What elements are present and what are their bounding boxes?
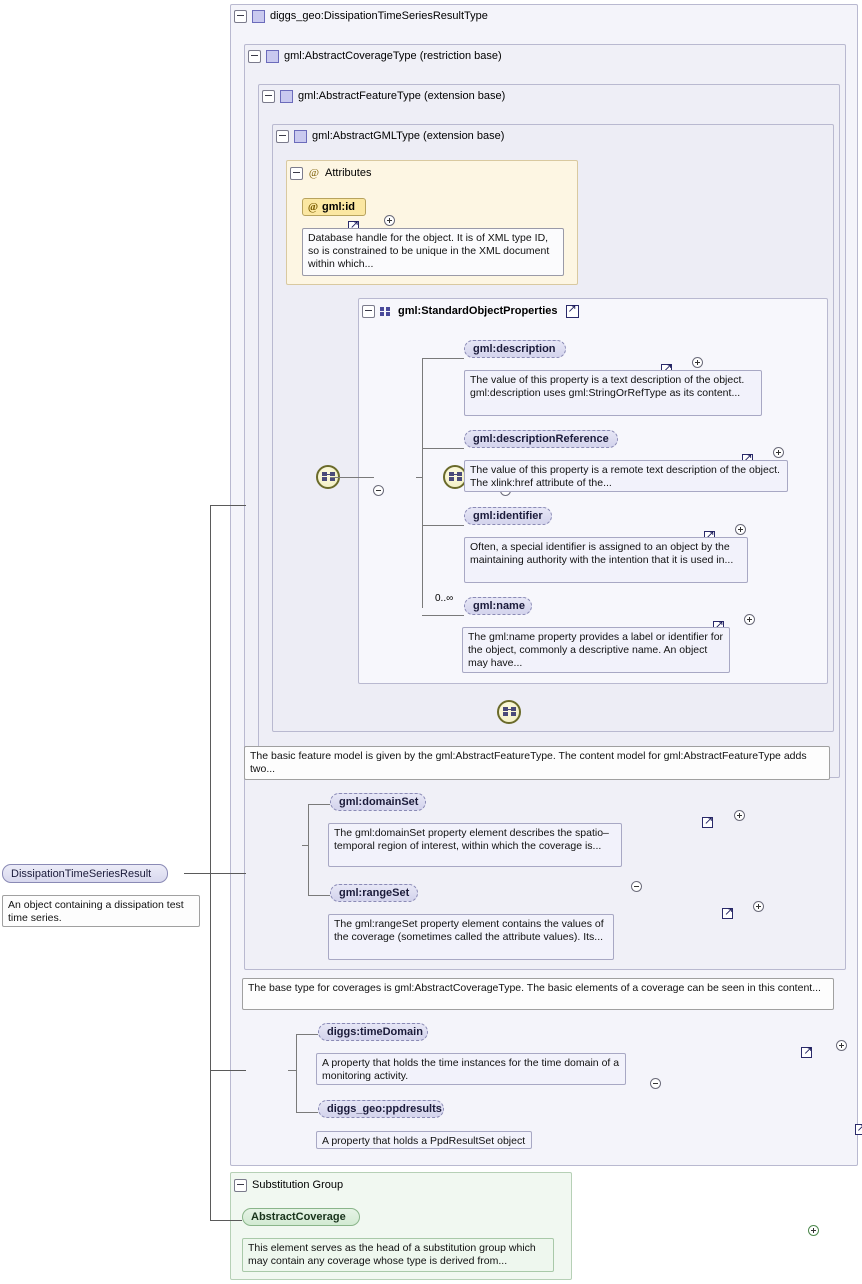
- doc-gml-rangeset: The gml:rangeSet property element contains the values of the coverage (sometimes called the attribute values). Its...: [328, 914, 614, 960]
- connector: [422, 525, 464, 526]
- element-label: gml:rangeSet: [339, 887, 410, 899]
- connector: [210, 505, 246, 506]
- collapse-toggle-coverage[interactable]: [248, 50, 261, 63]
- root-element-label: DissipationTimeSeriesResult: [11, 867, 152, 880]
- element-abstractcoverage[interactable]: [242, 1208, 360, 1226]
- connector: [210, 1071, 211, 1221]
- root-element-dissipationtimeseriesresult[interactable]: [2, 864, 168, 883]
- connector: [288, 1070, 296, 1071]
- frame-header-abstract-gml-type: [276, 128, 504, 144]
- collapse-toggle-gmltype[interactable]: [276, 130, 289, 143]
- attribute-label: gml:id: [322, 201, 355, 213]
- element-label: AbstractCoverage: [251, 1211, 346, 1223]
- element-label: diggs:timeDomain: [327, 1026, 423, 1038]
- connector: [296, 1034, 297, 1113]
- connector: [210, 505, 211, 873]
- doc-gml-description: The value of this property is a text description of the object. gml:description uses gml:StringOrRefType as its content...: [464, 370, 762, 416]
- doc-diggs-geo-ppdresults: A property that holds a PpdResultSet object: [316, 1131, 532, 1149]
- sequence-compositor-feature[interactable]: [497, 700, 521, 724]
- expand-gml-descriptionreference[interactable]: [773, 447, 784, 458]
- attribute-node-gml-id[interactable]: [302, 198, 366, 216]
- frame-header-standard-object-properties: [362, 303, 579, 319]
- model-group-icon: [380, 306, 393, 317]
- doc-abstractcoverage: This element serves as the head of a substitution group which may contain any coverage whose type is derived from...: [242, 1238, 554, 1272]
- doc-gml-identifier: Often, a special identifier is assigned to an object by the maintaining authority with the intention that it is used in...: [464, 537, 748, 583]
- element-label: gml:domainSet: [339, 796, 419, 808]
- expand-abstractcoverage[interactable]: [808, 1225, 819, 1236]
- expand-attribute-gml-id[interactable]: [384, 215, 395, 226]
- expand-gml-identifier[interactable]: [735, 524, 746, 535]
- element-gml-description[interactable]: [464, 340, 566, 358]
- attribute-icon: @: [307, 201, 319, 213]
- frame-title-feature: gml:AbstractFeatureType (extension base): [298, 90, 506, 102]
- connector: [210, 1070, 246, 1071]
- connector: [422, 615, 464, 616]
- connector: [296, 1034, 318, 1035]
- element-label: gml:identifier: [473, 510, 543, 522]
- connector: [422, 358, 464, 359]
- note-abstract-feature-type: The basic feature model is given by the gml:AbstractFeatureType. The content model for gml:AbstractFeatureType adds two...: [244, 746, 830, 780]
- expand-diggs-timedomain[interactable]: [836, 1040, 847, 1051]
- attribute-icon: @: [308, 167, 320, 179]
- link-arrow-icon[interactable]: [566, 305, 579, 318]
- frame-title-type: diggs_geo:DissipationTimeSeriesResultType: [270, 10, 488, 22]
- frame-title-gmltype: gml:AbstractGMLType (extension base): [312, 130, 505, 142]
- connector: [330, 477, 374, 478]
- frame-header-abstract-coverage-type: [248, 48, 502, 64]
- collapse-root-element[interactable]: [631, 881, 642, 892]
- connector: [210, 873, 211, 1071]
- note-abstract-coverage-type: The base type for coverages is gml:AbstractCoverageType. The basic elements of a coverage can be seen in this content...: [242, 978, 834, 1010]
- connector: [308, 804, 309, 896]
- frame-title-coverage: gml:AbstractCoverageType (restriction base): [284, 50, 502, 62]
- connector: [308, 804, 330, 805]
- element-diggs-timedomain[interactable]: [318, 1023, 428, 1041]
- link-arrow-icon[interactable]: [722, 908, 733, 919]
- connector: [302, 845, 308, 846]
- collapse-toggle-stdprops[interactable]: [362, 305, 375, 318]
- element-label: diggs_geo:ppdresults: [327, 1103, 442, 1115]
- frame-header-dissipation-type: [234, 8, 488, 24]
- link-arrow-icon[interactable]: [855, 1124, 862, 1135]
- frame-title-attributes: Attributes: [325, 167, 372, 179]
- element-label: gml:name: [473, 600, 525, 612]
- attribute-doc-gml-id: Database handle for the object. It is of XML type ID, so is constrained to be unique in the XML document within which...: [302, 228, 564, 276]
- element-gml-identifier[interactable]: [464, 507, 552, 525]
- element-gml-name[interactable]: [464, 597, 532, 615]
- collapse-toggle-feature[interactable]: [262, 90, 275, 103]
- doc-gml-descriptionreference: The value of this property is a remote text description of the object. The xlink:href attribute of the...: [464, 460, 788, 492]
- connector: [308, 895, 330, 896]
- collapse-toggle-attributes[interactable]: [290, 167, 303, 180]
- doc-gml-name: The gml:name property provides a label or identifier for the object, commonly a descriptive name. An object may have...: [462, 627, 730, 673]
- connector: [416, 477, 422, 478]
- frame-header-attributes: [290, 165, 371, 181]
- doc-root-element: An object containing a dissipation test time series.: [2, 895, 200, 927]
- connector: [422, 448, 464, 449]
- frame-title-stdprops: gml:StandardObjectProperties: [398, 305, 558, 317]
- occurrence-gml-name: 0..∞: [435, 593, 454, 604]
- connector: [296, 1112, 318, 1113]
- element-gml-domainset[interactable]: [330, 793, 426, 811]
- doc-gml-domainset: The gml:domainSet property element describes the spatio–temporal region of interest, within which the coverage is...: [328, 823, 622, 867]
- connector: [210, 1220, 242, 1221]
- element-diggs-geo-ppdresults[interactable]: [318, 1100, 444, 1118]
- element-gml-descriptionreference[interactable]: [464, 430, 618, 448]
- collapse-toggle-substitution[interactable]: [234, 1179, 247, 1192]
- link-arrow-icon[interactable]: [702, 817, 713, 828]
- element-label: gml:descriptionReference: [473, 433, 609, 445]
- frame-title-substitution: Substitution Group: [252, 1179, 344, 1191]
- element-label: gml:description: [473, 343, 556, 355]
- complex-type-icon: [280, 90, 293, 103]
- link-arrow-icon[interactable]: [801, 1047, 812, 1058]
- connector: [422, 358, 423, 608]
- doc-diggs-timedomain: A property that holds the time instances for the time domain of a monitoring activity.: [316, 1053, 626, 1085]
- frame-header-substitution-group: [234, 1177, 343, 1193]
- element-gml-rangeset[interactable]: [330, 884, 418, 902]
- collapse-toggle-type[interactable]: [234, 10, 247, 23]
- connector: [184, 873, 246, 874]
- complex-type-icon: [294, 130, 307, 143]
- expand-gml-name[interactable]: [744, 614, 755, 625]
- frame-header-abstract-feature-type: [262, 88, 505, 104]
- complex-type-icon: [252, 10, 265, 23]
- complex-type-icon: [266, 50, 279, 63]
